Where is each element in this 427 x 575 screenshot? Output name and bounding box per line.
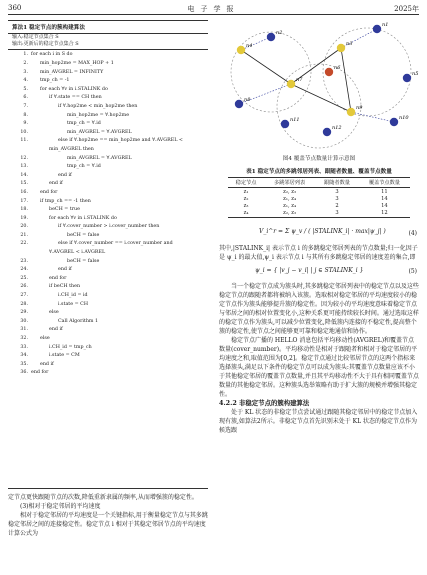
- equation-5-number: (5): [408, 267, 417, 275]
- equation-4-number: (4): [408, 229, 417, 237]
- line-number: 36.: [20, 370, 28, 376]
- figure-node: [403, 74, 411, 82]
- algorithm-line: [8, 283, 208, 292]
- line-number: 32.: [20, 336, 28, 341]
- table-cell: z₂, z₃: [283, 188, 297, 195]
- algorithm-line: [8, 112, 208, 121]
- line-text: min_AVGREL = ∀.AVGREL: [67, 129, 132, 135]
- algorithm-line: [8, 258, 208, 267]
- line-number: 28.: [20, 301, 28, 307]
- figure-node-label: n11: [290, 117, 300, 123]
- line-text: if tmp_ch == -1 then: [40, 198, 91, 204]
- line-number: 27.: [20, 293, 28, 299]
- algorithm-line: [8, 137, 208, 146]
- line-number: 30.: [20, 318, 28, 324]
- line-text: min_AVGREL = ∀.AVGREL: [67, 155, 132, 161]
- table-row: [228, 210, 410, 218]
- figure-nodes: [235, 22, 419, 136]
- algorithm-line: [8, 232, 208, 241]
- algorithm-line: [8, 326, 208, 335]
- link: [341, 48, 351, 112]
- algorithm-line: [8, 215, 208, 224]
- line-number: 19.: [20, 215, 28, 221]
- line-text: min_AVGREL = INFINITY: [40, 69, 104, 75]
- line-text: beCH = false: [67, 232, 100, 238]
- link: [351, 112, 394, 122]
- algorithm-line: [8, 120, 208, 129]
- algorithm-line: [8, 292, 208, 301]
- figure-node-label: n2: [276, 30, 283, 36]
- algorithm-line: [8, 189, 208, 198]
- line-number: 8.: [23, 112, 28, 118]
- table-header: 跟随者数量: [315, 178, 359, 188]
- right-paragraph-1: 其中,|STALINK_i| 表示节点 i 的多跳稳定邻居列表的节点数量;归一化因子是 ψ_i 的最大值,ψ_i 表示节点 i 与其所有多跳稳定邻居的速度差的集合,即: [219, 244, 418, 261]
- table-cell: 12: [359, 210, 410, 218]
- algorithm-line: [8, 361, 208, 370]
- algorithm-line: [8, 172, 208, 181]
- figure-node-label: n6: [334, 65, 341, 71]
- figure-node: [325, 68, 333, 76]
- algorithm-line: [8, 163, 208, 172]
- table-row: [228, 202, 410, 209]
- figure-node-label: n1: [382, 22, 389, 28]
- table-row: [228, 195, 410, 202]
- line-number: 7.: [23, 103, 28, 109]
- algorithm-line: [8, 266, 208, 275]
- line-text: end for: [40, 189, 58, 195]
- line-number: 6.: [23, 95, 28, 101]
- line-text: end if: [49, 181, 63, 187]
- table-cell: z₂: [243, 195, 249, 202]
- line-number: 11.: [20, 138, 28, 144]
- figure-node: [237, 46, 245, 54]
- line-text: i.state = CH: [58, 301, 88, 307]
- algorithm-title: 算法1 稳定节点的簇构建算法: [8, 23, 208, 34]
- right-paragraph-4: 处于 KL 状态的非稳定节点尝试通过跟随其稳定邻居中的稳定节点加入现有簇,如算法2所示。非稳定节点首先识别未处于 KL 状态的稳定节点作为候选跟: [219, 408, 418, 434]
- algorithm-divider: [8, 49, 208, 50]
- line-number: 24.: [20, 267, 28, 273]
- figure-node: [390, 118, 398, 126]
- algorithm-output: 输出:更新后的稳定节点集合 S: [12, 41, 79, 48]
- line-number: 4.: [23, 78, 28, 84]
- line-number: 14.: [20, 172, 28, 178]
- line-text: beCH = false: [67, 258, 100, 264]
- line-number: 34.: [20, 353, 28, 359]
- cluster-circle-1: [231, 32, 311, 112]
- algorithm-line: [8, 146, 208, 155]
- algorithm-line: [8, 86, 208, 95]
- algorithm-line: [8, 309, 208, 318]
- table-cell: z₂, z₃: [264, 210, 315, 218]
- table-cell: 2: [335, 202, 339, 209]
- algorithm-line: [8, 51, 208, 60]
- line-text: i.CH_id = id: [58, 293, 88, 299]
- left-text: [8, 493, 208, 538]
- figure-node: [347, 108, 355, 116]
- line-number: 25.: [20, 275, 28, 281]
- line-text: min_AVGREL then: [49, 146, 94, 152]
- left-paragraph-3: 相对于稳定邻居的平均速度是一个关键指标,用于衡量稳定节点与其多跳稳定邻居之间的连接稳定性。稳定节点 i 相对于其稳定邻居节点的平均速度计算公式为: [8, 512, 208, 537]
- line-number: 15.: [20, 181, 28, 187]
- line-number: 33.: [20, 344, 28, 350]
- line-number: 31.: [20, 327, 28, 333]
- algorithm-line: [8, 69, 208, 78]
- algorithm-line: [8, 180, 208, 189]
- line-number: 29.: [20, 310, 28, 316]
- algorithm-line: [8, 240, 208, 249]
- page-number: 360: [8, 4, 22, 12]
- algorithm-line: [8, 198, 208, 207]
- line-text: i.state = CM: [49, 353, 80, 359]
- section-heading: 4.2.2 非稳定节点的簇构建算法: [219, 398, 310, 407]
- line-number: 23.: [20, 258, 28, 264]
- table-cell: z₁: [243, 188, 249, 195]
- algorithm-line: [8, 352, 208, 361]
- journal-title: 电子学报: [187, 5, 240, 13]
- line-text: if ∀.cover_number > i.cover_number then: [58, 224, 160, 230]
- table-cell: 3: [335, 188, 339, 195]
- table-cell: 14: [381, 202, 388, 209]
- line-number: 21.: [20, 232, 28, 238]
- figure-node: [337, 44, 345, 52]
- line-number: 22.: [20, 241, 28, 247]
- line-text: end for: [49, 275, 67, 281]
- journal-year: 2025年: [394, 5, 419, 13]
- figure-node-label: n10: [399, 115, 409, 121]
- line-text: Call Algorithm 1: [58, 318, 99, 324]
- figure-svg: [219, 20, 419, 152]
- line-number: 2.: [23, 61, 28, 66]
- right-column: [219, 20, 419, 435]
- line-text: tmp_ch = ∀.id: [67, 121, 101, 127]
- left-column: [8, 20, 208, 538]
- table-caption: 表1 稳定节点的多跳邻居列表、跟随者数量、覆盖节点数量: [246, 169, 392, 175]
- algorithm-line: [8, 275, 208, 284]
- line-text: end if: [58, 172, 72, 178]
- table-cell: 3: [315, 210, 359, 218]
- algorithm-line: [8, 103, 208, 112]
- right-paragraph-2: 当一个稳定节点成为簇头时,其多跳稳定邻居列表中的稳定节点以及这些稳定节点的跟随者都将被纳入该簇。选取相对稳定邻居的平均速度较小的稳定节点作为簇头能够提升簇的稳定性。因为较小的平均速度意味着稳定节点与邻居之间的相对位置变化小,这种关系更可能持续较长时间。通过选取这样的稳定节点作为簇头,可以减少位置变化,降低簇内连接的不稳定性,提高整个簇的稳定性,使节点之间能够更可靠和稳定地通信和协作。: [219, 282, 419, 335]
- algorithm-line: [8, 301, 208, 310]
- equation-4-body: V_i^r = Σ ψ_v / ( |STALINK_i| · max|ψ_j| ): [259, 227, 386, 235]
- line-number: 17.: [20, 198, 28, 204]
- right-text-1: [219, 244, 419, 262]
- table-cell: z₄: [228, 210, 264, 218]
- line-text: if beCH then: [49, 284, 81, 290]
- line-text: if ∀.hop2me < min_hop2me then: [58, 103, 138, 109]
- line-text: for each i in S do: [31, 52, 73, 58]
- stable-node-table: [228, 177, 410, 218]
- equation-5: [219, 262, 419, 282]
- algorithm-box: [8, 20, 208, 489]
- right-paragraph-3: 稳定节点广播的 HELLO 消息包括平均移动性(AVGREL)和覆盖节点数量(cover_number)。平均移动性是相对于跟随者和相对于稳定邻居的平均速度之和,取值范围为[0,2]。稳定节点通过比较邻居节点的这两个指标来选择簇头,满足以下条件的稳定节点可以成为簇头:其覆盖节点数量应该不小于其他稳定邻居的覆盖节点数量,并且其平均移动性不大于具有相同覆盖节点数量的其他稳定邻居。这种簇头选举策略有助于扩大簇的规模并增强其稳定性。: [219, 336, 419, 398]
- algorithm-line: [8, 77, 208, 86]
- figure-node: [281, 120, 289, 128]
- algorithm-line: [8, 129, 208, 138]
- line-text: for each ∀v in i.STALINK do: [40, 86, 108, 92]
- line-text: if ∀.state == CH then: [49, 95, 102, 101]
- left-paragraph-1: 定节点更快跟随节点的次数,降低重新隶属的频率,从而增强簇的稳定性。: [8, 494, 198, 501]
- figure-links: [239, 29, 394, 122]
- algorithm-line: [8, 223, 208, 232]
- line-text: ∀.AVGREL < i.AVGREL: [49, 250, 106, 256]
- line-text: else: [40, 336, 50, 341]
- figure-node-label: n5: [412, 71, 419, 77]
- line-text: min_hop2me = ∀.hop2me: [67, 112, 130, 118]
- line-text: else if ∀.hop2me == min_hop2me and ∀.AVGREL <: [58, 138, 183, 144]
- line-text: beCH = true: [49, 207, 80, 213]
- table-header: 覆盖节点数量: [359, 178, 410, 188]
- table-header: 多跳邻居列表: [264, 178, 315, 188]
- line-text: min_hop2me = MAX_HOP + 1: [40, 61, 114, 66]
- header-rule: [8, 14, 419, 15]
- line-number: 9.: [23, 121, 28, 127]
- table-cell: 14: [381, 195, 388, 202]
- figure-node-label: n12: [332, 125, 342, 131]
- line-number: 1.: [23, 52, 28, 58]
- figure-node: [267, 33, 275, 41]
- link: [291, 84, 351, 112]
- line-number: 13.: [20, 164, 28, 170]
- line-text: for each ∀v in i.STALINK do: [49, 215, 117, 221]
- table-cell: z₁, z₄: [283, 195, 297, 202]
- left-paragraph-2: (3)相对于稳定邻居的平均速度: [20, 503, 101, 510]
- algorithm-line: [8, 206, 208, 215]
- line-text: end if: [40, 361, 54, 367]
- cluster-circle-2: [323, 28, 411, 116]
- equation-4: [219, 224, 419, 244]
- algorithm-line: [8, 344, 208, 353]
- line-number: 26.: [20, 284, 28, 290]
- line-text: tmp_ch = -1: [40, 78, 70, 84]
- algorithm-line: [8, 318, 208, 327]
- cluster-circle-3: [277, 64, 361, 148]
- line-text: end if: [49, 327, 63, 333]
- figure-node-label: n7: [296, 77, 303, 83]
- right-text-2: [219, 282, 419, 435]
- equation-5-body: ψ_i = { |v_j − v_i| | j ∈ STALINK_i }: [255, 266, 364, 274]
- line-number: 5.: [23, 86, 28, 92]
- line-text: end if: [58, 267, 72, 273]
- line-number: 35.: [20, 361, 28, 367]
- cover-node-figure: [219, 20, 419, 152]
- figure-node-label: n4: [246, 43, 253, 49]
- table-row: [228, 188, 410, 196]
- algorithm-line: [8, 249, 208, 258]
- figure-node: [373, 25, 381, 33]
- figure-node: [287, 80, 295, 88]
- line-number: 16.: [20, 189, 28, 195]
- table-cell: z₃: [243, 202, 249, 209]
- table-header-row: [228, 178, 410, 188]
- table-cell: z₁, z₄: [283, 202, 297, 209]
- line-number: 18.: [20, 207, 28, 213]
- algorithm-lines: [8, 51, 208, 378]
- algorithm-line: [8, 94, 208, 103]
- algorithm-input: 输入:稳定节点集合 S: [12, 34, 59, 40]
- line-text: tmp_ch = ∀.id: [67, 164, 101, 170]
- line-text: else: [49, 310, 59, 316]
- line-number: 12.: [20, 155, 28, 161]
- algorithm-line: [8, 369, 208, 378]
- algorithm-line: [8, 335, 208, 344]
- figure-node-label: n8: [244, 97, 251, 103]
- algorithm-line: [8, 60, 208, 69]
- figure-node: [323, 128, 331, 136]
- line-number: 3.: [23, 69, 28, 75]
- table-header: 稳定节点: [228, 178, 264, 188]
- table-cell: 11: [381, 188, 388, 195]
- line-text: else if ∀.cover_number == i.cover_number and: [58, 241, 173, 247]
- table-body: [228, 188, 410, 218]
- figure-node: [235, 100, 243, 108]
- cluster-circles: [231, 28, 411, 148]
- link: [241, 50, 291, 84]
- line-text: end for: [31, 370, 49, 376]
- algorithm-line: [8, 155, 208, 164]
- table-cell: 3: [335, 195, 339, 202]
- figure-caption: 图4 覆盖节点数量计算示意图: [282, 156, 356, 162]
- line-text: i.CH_id = tmp_ch: [49, 344, 92, 350]
- figure-node-label: n3: [346, 41, 353, 47]
- line-number: 10.: [20, 129, 28, 135]
- line-number: 20.: [20, 224, 28, 230]
- figure-node-label: n9: [356, 105, 363, 111]
